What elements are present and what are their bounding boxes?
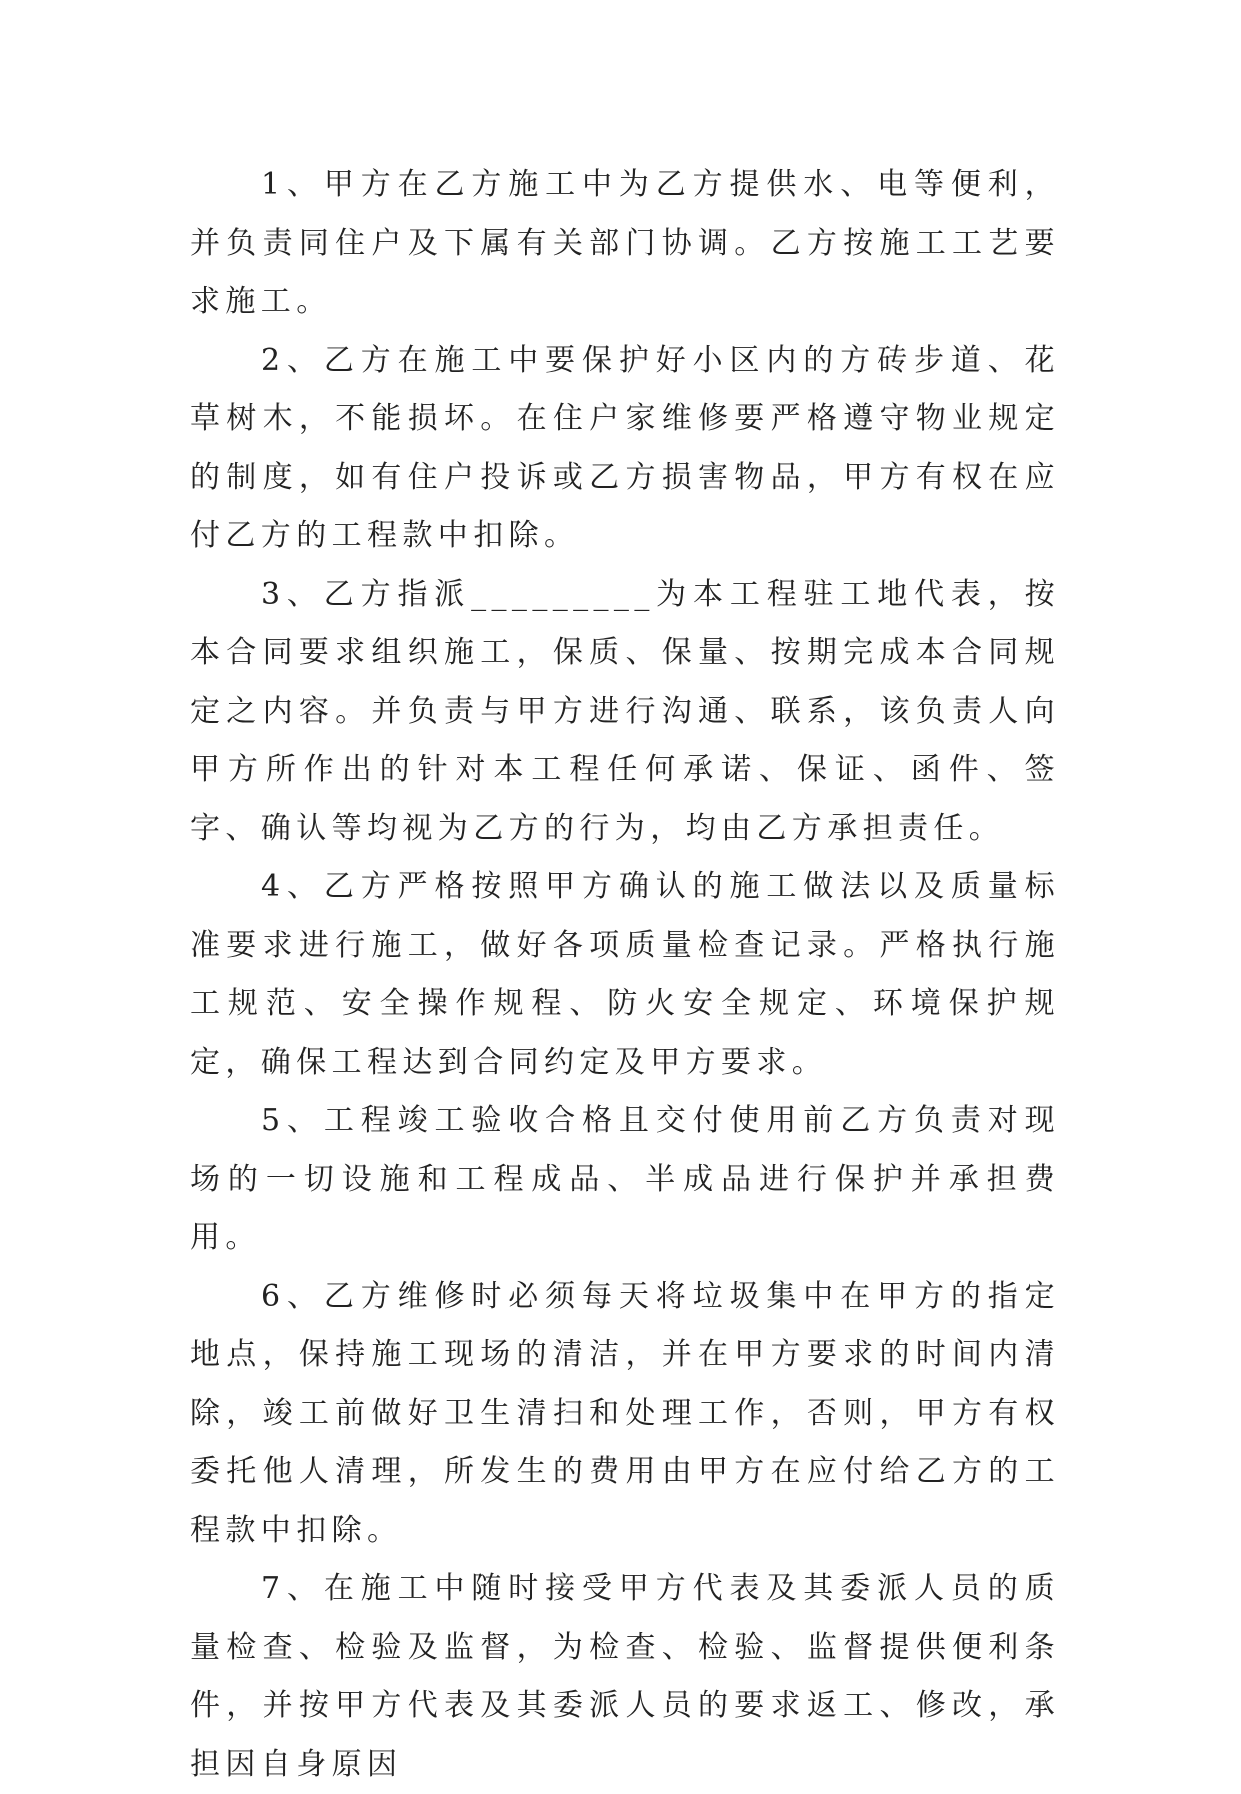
clause-7: 7、在施工中随时接受甲方代表及其委派人员的质量检查、检验及监督，为检查、检验、监督提供便利条件，并按甲方代表及其委派人员的要求返工、修改，承担因自身原因	[190, 1571, 1060, 1782]
clause-2: 2、乙方在施工中要保护好小区内的方砖步道、花草树木，不能损坏。在住户家维修要严格遵守物业规定的制度，如有住户投诉或乙方损害物品，甲方有权在应付乙方的工程款中扣除。	[190, 342, 1060, 553]
clause-4: 4、乙方严格按照甲方确认的施工做法以及质量标准要求进行施工，做好各项质量检查记录。严格执行施工规范、安全操作规程、防火安全规定、环境保护规定，确保工程达到合同约定及甲方要求。	[190, 869, 1060, 1080]
clause-5: 5、工程竣工验收合格且交付使用前乙方负责对现场的一切设施和工程成品、半成品进行保护并承担费用。	[190, 1103, 1060, 1255]
clause-6: 6、乙方维修时必须每天将垃圾集中在甲方的指定地点，保持施工现场的清洁，并在甲方要求的时间内清除，竣工前做好卫生清扫和处理工作，否则，甲方有权委托他人清理，所发生的费用由甲方在应付给乙方的工程款中扣除。	[190, 1278, 1060, 1548]
clause-1: 1、甲方在乙方施工中为乙方提供水、电等便利，并负责同住户及下属有关部门协调。乙方按施工工艺要求施工。	[190, 167, 1060, 319]
document-body	[190, 156, 1060, 1794]
clause-3: 3、乙方指派_________为本工程驻工地代表，按本合同要求组织施工，保质、保量、按期完成本合同规定之内容。并负责与甲方进行沟通、联系，该负责人向甲方所作出的针对本工程任何承诺、保证、函件、签字、确认等均视为乙方的行为，均由乙方承担责任。	[190, 576, 1060, 846]
